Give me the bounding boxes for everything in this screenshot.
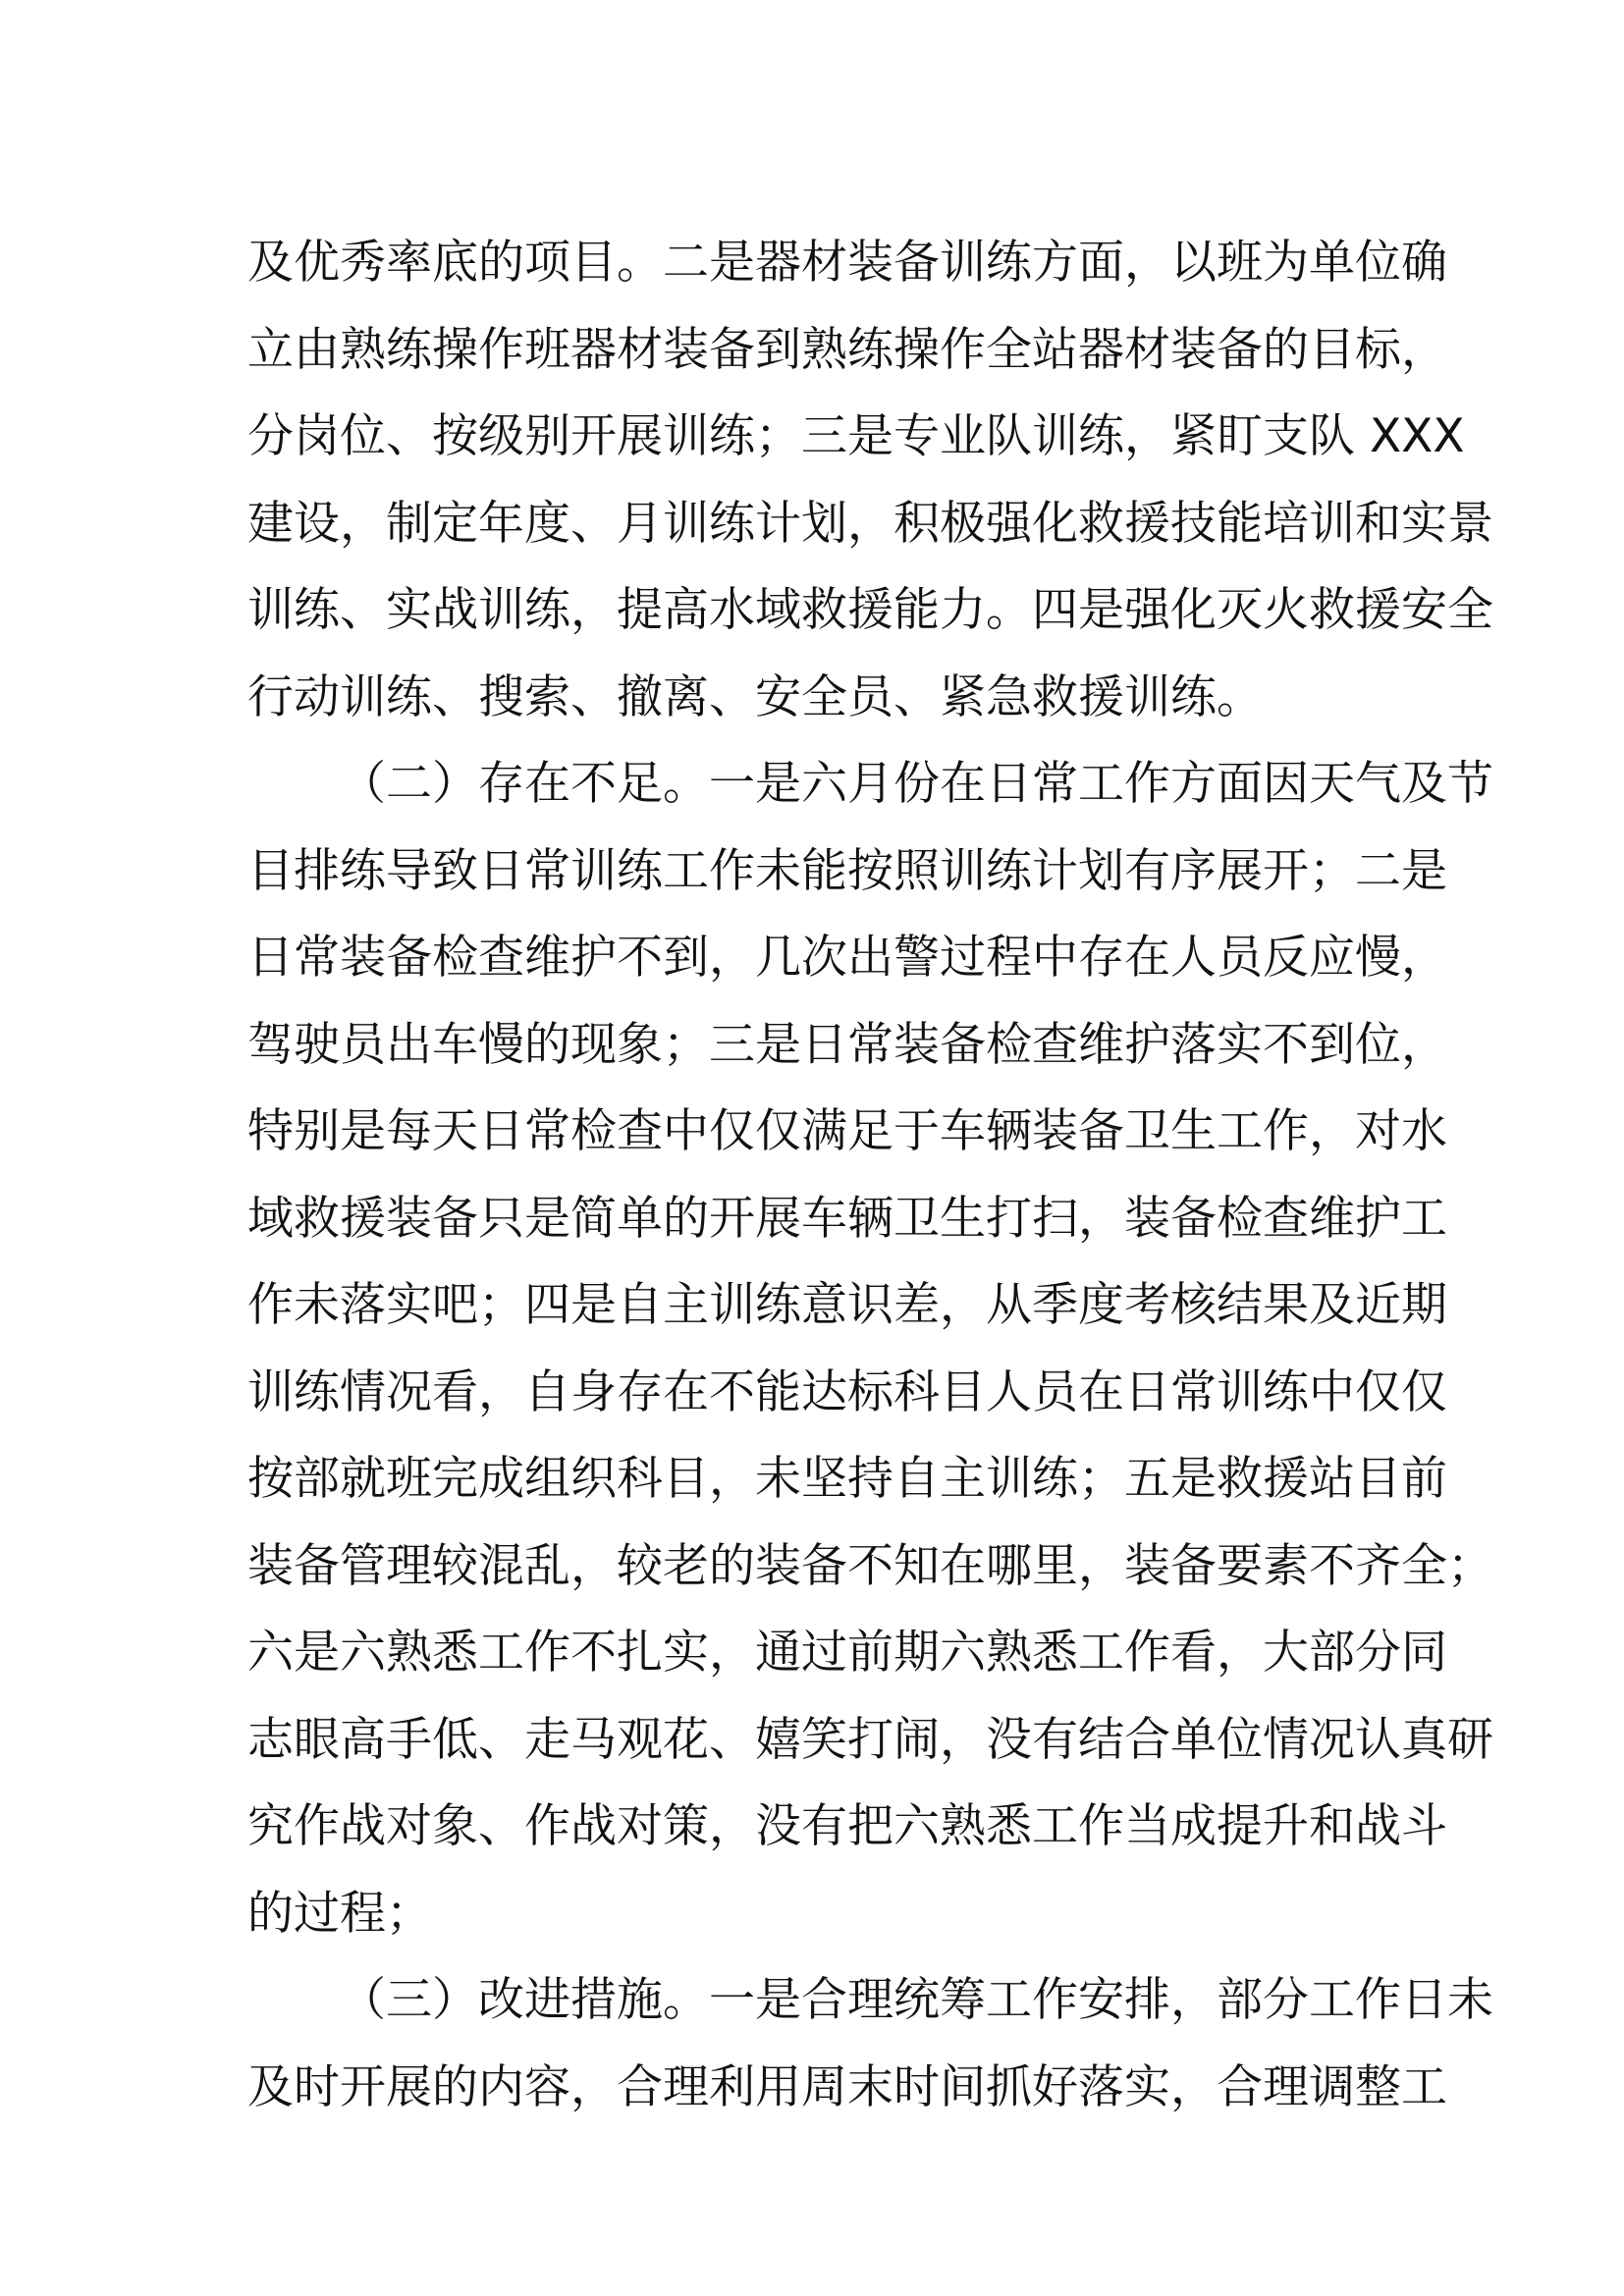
text-line: 分岗位、按级别开展训练；三是专业队训练，紧盯支队 XXX <box>247 409 1465 463</box>
section-heading-line: （二）存在不足。一是六月份在日常工作方面因天气及节 <box>340 757 1493 811</box>
text-line: 立由熟练操作班器材装备到熟练操作全站器材装备的目标， <box>247 322 1447 377</box>
text-line: 作未落实吧；四是自主训练意识差，从季度考核结果及近期 <box>247 1278 1447 1332</box>
text-line: 目排练导致日常训练工作未能按照训练计划有序展开；二是 <box>247 843 1447 898</box>
text-line: 六是六熟悉工作不扎实，通过前期六熟悉工作看，大部分同 <box>247 1626 1447 1680</box>
text-line: 建设，制定年度、月训练计划，积极强化救援技能培训和实景 <box>247 496 1493 551</box>
text-line: 究作战对象、作战对策，没有把六熟悉工作当成提升和战斗 <box>247 1799 1447 1853</box>
text-line: 特别是每天日常检查中仅仅满足于车辆装备卫生工作，对水 <box>247 1104 1447 1158</box>
text-line: 训练、实战训练，提高水域救援能力。四是强化灭火救援安全 <box>247 583 1493 637</box>
text-line: 按部就班完成组织科目，未坚持自主训练；五是救援站目前 <box>247 1452 1447 1506</box>
section-heading-line: （三）改进措施。一是合理统筹工作安排，部分工作日未 <box>340 1973 1493 2027</box>
text-line: 志眼高手低、走马观花、嬉笑打闹，没有结合单位情况认真研 <box>247 1712 1493 1767</box>
text-line: 及优秀率底的项目。二是器材装备训练方面，以班为单位确 <box>247 236 1447 290</box>
text-line: 的过程； <box>247 1886 432 1941</box>
text-line: 域救援装备只是简单的开展车辆卫生打扫，装备检查维护工 <box>247 1191 1447 1246</box>
text-line: 日常装备检查维护不到，几次出警过程中存在人员反应慢， <box>247 931 1447 985</box>
text-line: 训练情况看，自身存在不能达标科目人员在日常训练中仅仅 <box>247 1364 1447 1419</box>
text-line: 行动训练、搜索、撤离、安全员、紧急救援训练。 <box>247 669 1263 724</box>
text-line: 及时开展的内容，合理利用周末时间抓好落实，合理调整工 <box>247 2059 1447 2114</box>
text-line: 驾驶员出车慢的现象；三是日常装备检查维护落实不到位， <box>247 1017 1447 1072</box>
body-text <box>247 220 1493 2131</box>
text-line: 装备管理较混乱，较老的装备不知在哪里，装备要素不齐全； <box>247 1538 1493 1593</box>
